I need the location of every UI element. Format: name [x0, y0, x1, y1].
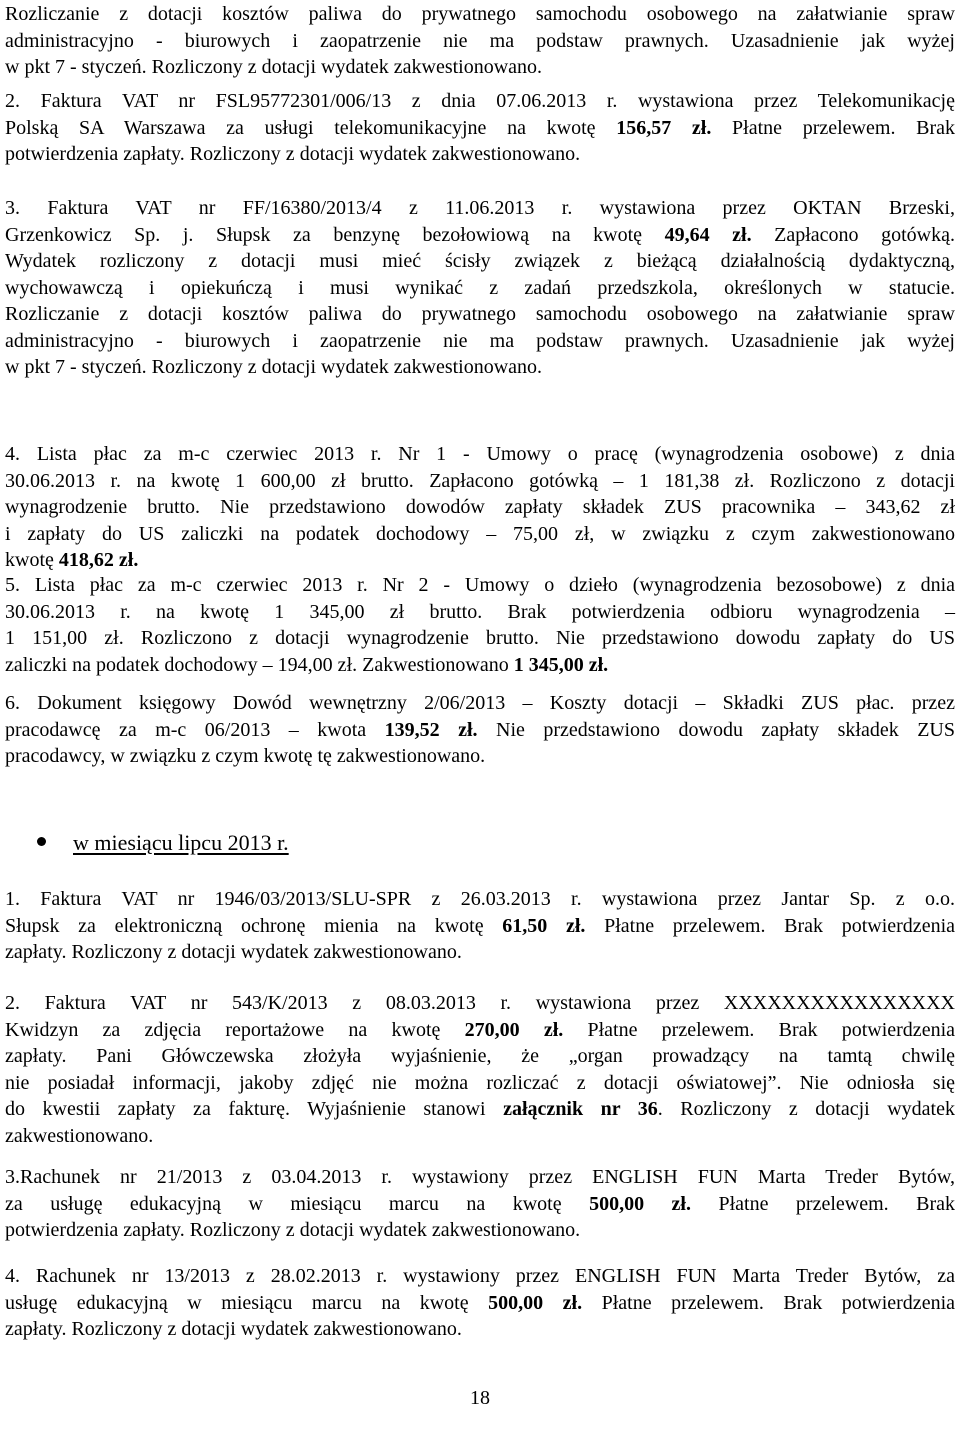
paragraph-item-6-dowod-wewnetrzny: [5, 690, 955, 770]
text-line: [5, 354, 955, 381]
paragraph-item-5-lista-plac-nr2: [5, 572, 955, 678]
text-segment: Rozliczanie z dotacji kosztów paliwa do prywatnego samochodu osobowego na załatwianie spraw: [5, 3, 955, 25]
text-segment: zapłaty. Rozliczony z dotacji wydatek zakwestionowano.: [5, 1318, 462, 1340]
text-segment: 30.06.2013 r. na kwotę 1 345,00 zł brutto. Brak potwierdzenia odbioru wynagrodzenia –: [5, 600, 955, 623]
paragraph-lipiec-item-1-jantar: [5, 886, 955, 966]
text-line: [5, 717, 955, 744]
text-line: [5, 1, 955, 28]
section-heading: w miesiącu lipcu 2013 r.: [73, 830, 289, 855]
text-segment: 4. Rachunek nr 13/2013 z 28.02.2013 r. wystawiony przez ENGLISH FUN Marta Treder Bytów, za: [5, 1265, 955, 1287]
text-line: [5, 1123, 955, 1150]
text-line: [5, 468, 955, 495]
paragraph-fuel-costs-1: [5, 1, 955, 81]
bold-amount: 500,00 zł.: [589, 1192, 691, 1215]
text-segment: nie posiadał informacji, jakoby zdjęć nie można rozliczać z dotacji oświatowej”. Nie odniosła się: [5, 1071, 955, 1094]
text-segment: kwotę: [5, 549, 59, 571]
text-line: [5, 1017, 955, 1044]
text-line: [5, 625, 955, 652]
bold-amount: 49,64 zł.: [664, 223, 752, 246]
bold-amount: 139,52 zł.: [384, 718, 478, 741]
text-segment: potwierdzenia zapłaty. Rozliczony z dotacji wydatek zakwestionowano.: [5, 143, 581, 165]
bold-amount: 418,62 zł.: [58, 549, 139, 571]
bold-amount: załącznik nr 36: [503, 1098, 658, 1120]
text-segment: w pkt 7 - styczeń. Rozliczony z dotacji wydatek zakwestionowano.: [5, 56, 543, 78]
text-line: [5, 494, 955, 521]
text-line: [5, 1290, 955, 1317]
text-segment: pracodawcy, w związku z czym kwotę tę zakwestionowano.: [5, 745, 486, 767]
bullet-icon: [37, 837, 46, 846]
text-segment: 6. Dokument księgowy Dowód wewnętrzny 2/06/2013 – Koszty dotacji – Składki ZUS płac. przez: [5, 692, 955, 714]
text-segment: Płatne przelewem. Brak potwierdzenia: [563, 1018, 955, 1041]
text-line: [5, 990, 955, 1017]
text-line: [5, 599, 955, 626]
text-segment: zapłaty. Pani Główczewska złożyła wyjaśnienie, że „organ prowadzący na tamtą chwilę: [5, 1045, 955, 1067]
text-line: [5, 248, 955, 275]
paragraph-lipiec-item-4-english-fun: [5, 1263, 955, 1343]
text-line: [5, 652, 955, 679]
text-segment: Słupsk za elektroniczną ochronę mienia na kwotę: [5, 914, 503, 937]
text-segment: administracyjno - biurowych i zaopatrzenie nie ma podstaw prawnych. Uzasadnienie jak wyżej: [5, 29, 955, 52]
text-segment: . Rozliczony z dotacji wydatek: [657, 1098, 955, 1120]
text-segment: 30.06.2013 r. na kwotę 1 600,00 zł brutto. Zapłacono gotówką – 1 181,38 zł. Rozliczono z dotacji: [5, 469, 955, 492]
text-segment: Płatne przelewem. Brak potwierdzenia: [585, 914, 955, 937]
text-segment: usługę edukacyjną w miesiącu marcu na kwotę: [5, 1291, 489, 1314]
bold-amount: 61,50 zł.: [502, 914, 586, 937]
bold-amount: 270,00 zł.: [464, 1018, 564, 1041]
text-line: [5, 547, 955, 574]
text-segment: 3. Faktura VAT nr FF/16380/2013/4 z 11.06.2013 r. wystawiona przez OKTAN Brzeski,: [5, 197, 955, 219]
text-line: [5, 328, 955, 355]
text-segment: wynagrodzenie brutto. Nie przedstawiono dowodów zapłaty składek ZUS pracownika – 343,62 zł: [5, 496, 955, 518]
paragraph-lipiec-item-3-english-fun: [5, 1164, 955, 1244]
text-segment: zapłaty. Rozliczony z dotacji wydatek zakwestionowano.: [5, 941, 462, 963]
text-segment: Zapłacono gotówką.: [751, 223, 955, 246]
text-line: [5, 115, 955, 142]
text-line: [5, 1316, 955, 1343]
text-segment: 2. Faktura VAT nr 543/K/2013 z 08.03.2013 r. wystawiona przez XXXXXXXXXXXXXXXX: [5, 992, 955, 1014]
text-segment: wychowawczą i opiekuńczą i musi wynikać z zadań przedszkola, określonych w statucie.: [5, 276, 955, 299]
text-segment: zaliczki na podatek dochodowy – 194,00 zł. Zakwestionowano: [5, 653, 514, 676]
text-line: [5, 1263, 955, 1290]
bold-amount: 500,00 zł.: [488, 1291, 583, 1314]
text-segment: Płatne przelewem. Brak: [711, 116, 956, 139]
text-segment: w pkt 7 - styczeń. Rozliczony z dotacji wydatek zakwestionowano.: [5, 356, 543, 378]
text-line: [5, 1191, 955, 1218]
text-segment: Wydatek rozliczony z dotacji musi mieć ścisły związek z bieżącą działalnością dydaktyczną,: [5, 250, 955, 272]
text-line: [5, 1164, 955, 1191]
text-segment: 4. Lista płac za m-c czerwiec 2013 r. Nr 1 - Umowy o pracę (wynagrodzenia osobowe) z dnia: [5, 443, 955, 465]
text-line: [5, 88, 955, 115]
text-segment: Kwidzyn za zdjęcia reportażowe na kwotę: [5, 1018, 465, 1041]
bold-amount: 1 345,00 zł.: [513, 653, 609, 676]
text-line: [5, 743, 955, 770]
text-line: [5, 572, 955, 599]
text-line: [5, 1043, 955, 1070]
text-segment: za usługę edukacyjną w miesiącu marcu na kwotę: [5, 1192, 590, 1215]
text-segment: 2. Faktura VAT nr FSL95772301/006/13 z dnia 07.06.2013 r. wystawiona przez Telekomunikację: [5, 90, 955, 112]
text-segment: potwierdzenia zapłaty. Rozliczony z dotacji wydatek zakwestionowano.: [5, 1219, 581, 1241]
text-line: [5, 521, 955, 548]
text-segment: 1. Faktura VAT nr 1946/03/2013/SLU-SPR z 26.03.2013 r. wystawiona przez Jantar Sp. z o.o.: [5, 888, 955, 910]
text-segment: zakwestionowano.: [5, 1124, 154, 1147]
text-line: [5, 222, 955, 249]
text-line: [5, 886, 955, 913]
text-line: [5, 441, 955, 468]
text-line: [5, 141, 955, 168]
text-line: [5, 913, 955, 940]
text-segment: Nie przedstawiono dowodu zapłaty składek ZUS: [477, 718, 955, 741]
text-line: [5, 54, 955, 81]
bold-amount: 156,57 zł.: [616, 116, 712, 139]
text-line: [5, 1217, 955, 1244]
paragraph-item-3-oktan: [5, 195, 955, 381]
text-segment: 1 151,00 zł. Rozliczono z dotacji wynagrodzenie brutto. Nie przedstawiono dowodu zapłaty do US: [5, 627, 955, 649]
text-segment: i zapłaty do US zaliczki na podatek dochodowy – 75,00 zł, w związku z czym zakwestionowano: [5, 522, 955, 545]
text-segment: Płatne przelewem. Brak: [690, 1192, 955, 1215]
text-segment: Polską SA Warszawa za usługi telekomunikacyjne na kwotę: [5, 116, 617, 139]
text-line: [5, 195, 955, 222]
paragraph-item-2-telekomunikacja: [5, 88, 955, 168]
paragraph-item-4-lista-plac-nr1: [5, 441, 955, 574]
text-line: [5, 1070, 955, 1097]
text-segment: administracyjno - biurowych i zaopatrzenie nie ma podstaw prawnych. Uzasadnienie jak wyżej: [5, 329, 955, 352]
text-line: [5, 690, 955, 717]
text-line: [5, 939, 955, 966]
text-segment: 5. Lista płac za m-c czerwiec 2013 r. Nr 2 - Umowy o dzieło (wynagrodzenia bezosobowe) z dnia: [5, 574, 955, 596]
text-segment: Płatne przelewem. Brak potwierdzenia: [582, 1291, 955, 1314]
page-number: 18: [470, 1387, 490, 1409]
text-segment: 3.Rachunek nr 21/2013 z 03.04.2013 r. wystawiony przez ENGLISH FUN Marta Treder Bytów,: [5, 1166, 955, 1188]
text-segment: Grzenkowicz Sp. j. Słupsk za benzynę bezołowiową na kwotę: [5, 223, 665, 246]
text-line: [5, 275, 955, 302]
text-line: [5, 301, 955, 328]
text-line: [5, 28, 955, 55]
section-heading-row: [0, 828, 960, 858]
text-line: [5, 1096, 955, 1123]
paragraph-lipiec-item-2-zdjecia: [5, 990, 955, 1149]
text-segment: do kwestii zapłaty za fakturę. Wyjaśnienie stanowi: [5, 1098, 504, 1120]
text-segment: pracodawcę za m-c 06/2013 – kwota: [5, 718, 385, 741]
text-segment: Rozliczanie z dotacji kosztów paliwa do prywatnego samochodu osobowego na załatwianie spraw: [5, 303, 955, 325]
